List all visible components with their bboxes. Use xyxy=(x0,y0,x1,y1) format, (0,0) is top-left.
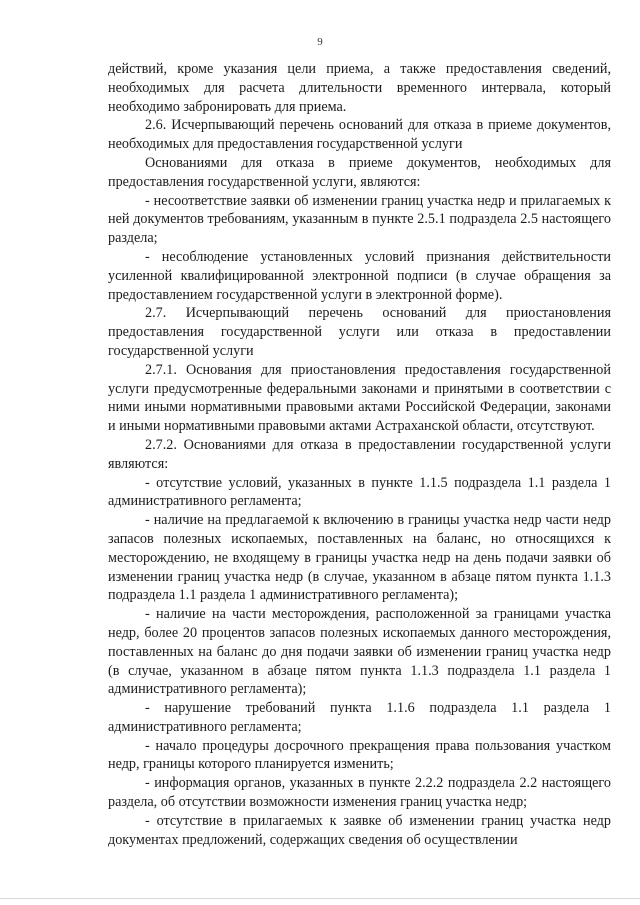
paragraph: 2.6. Исчерпывающий перечень оснований для отказа в приеме документов, необходимых для предоставления государственной услуги xyxy=(108,117,611,153)
page-number: 9 xyxy=(317,36,323,48)
paragraph: - несоблюдение установленных условий признания действительности усиленной квалифицированной электронной подписи (в случае обращения за предоставлением государственной услуги в электронной форме). xyxy=(108,248,611,303)
page-bottom-edge xyxy=(0,898,640,899)
paragraph: - несоответствие заявки об изменении границ участка недр и прилагаемых к ней документов требованиям, указанным в пункте 2.5.1 подраздела 2.5 настоящего раздела; xyxy=(108,192,611,247)
paragraph: Основаниями для отказа в приеме документов, необходимых для предоставления государственной услуги, являются: xyxy=(108,154,611,190)
paragraph: - информация органов, указанных в пункте 2.2.2 подраздела 2.2 настоящего раздела, об отсутствии возможности изменения границ участка недр; xyxy=(108,775,611,811)
paragraph: - начало процедуры досрочного прекращения права пользования участком недр, границы которого планируется изменить; xyxy=(108,737,611,773)
paragraph: действий, кроме указания цели приема, а также предоставления сведений, необходимых для расчета длительности временного интервала, который необходимо забронировать для приема. xyxy=(108,61,611,115)
paragraph: 2.7.1. Основания для приостановления предоставления государственной услуги предусмотренные федеральными законами и принятыми в соответствии с ними иными нормативными правовыми актами Российской Федерации, законами и иными нормативными правовыми актами Астраханской области, отсутствуют. xyxy=(108,361,611,435)
paragraph: - нарушение требований пункта 1.1.6 подраздела 1.1 раздела 1 административного регламента; xyxy=(108,700,611,735)
document-body xyxy=(108,60,611,849)
paragraph: - наличие на предлагаемой к включению в границы участка недр части недр запасов полезных ископаемых, поставленных на баланс, но относящихся к месторождению, не входящему в границы участка недр на день подачи заявки об изменении границ участка недр (в случае, указанном в абзаце пятом пункта 1.1.3 подраздела 1.1 раздела 1 административного регламента); xyxy=(108,512,611,604)
paragraph: - отсутствие условий, указанных в пункте 1.1.5 подраздела 1.1 раздела 1 административного регламента; xyxy=(108,474,611,510)
paragraph: 2.7.2. Основаниями для отказа в предоставлении государственной услуги являются: xyxy=(108,436,611,472)
paragraph: 2.7. Исчерпывающий перечень оснований для приостановления предоставления государственной услуги или отказа в предоставлении государственной услуги xyxy=(108,305,611,359)
paragraph: - отсутствие в прилагаемых к заявке об изменении границ участка недр документах предложений, содержащих сведения об осуществлении xyxy=(108,812,611,848)
paragraph: - наличие на части месторождения, расположенной за границами участка недр, более 20 процентов запасов полезных ископаемых данного месторождения, поставленных на баланс до дня подачи заявки об изменении границ участка недр (в случае, указанном в абзаце пятом пункта 1.1.3 подраздела 1.1 раздела 1 административного регламента); xyxy=(108,606,611,698)
